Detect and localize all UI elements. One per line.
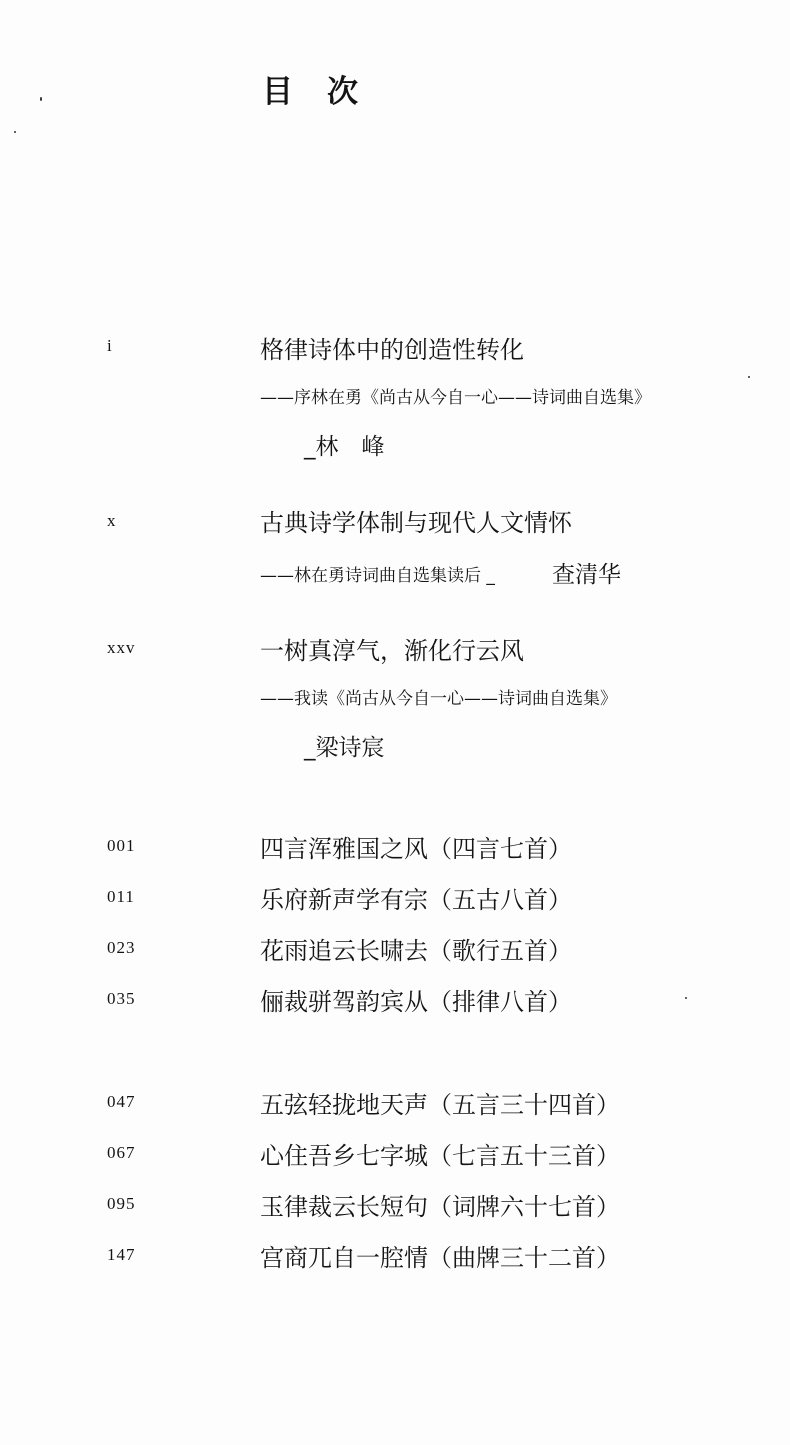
toc-entry-title: 俪裁骈驾韵宾从（排律八首） <box>260 988 572 1016</box>
toc-page-number: 011 <box>107 887 135 906</box>
toc-page-number: 023 <box>107 938 136 957</box>
toc-entry-title: 格律诗体中的创造性转化 <box>260 336 524 364</box>
scan-speck <box>748 376 750 378</box>
toc-entry-subtitle: ——序林在勇《尚古从今自一心——诗词曲自选集》 <box>260 388 651 408</box>
toc-entry-title: 一树真淳气，渐化行云风 <box>260 637 524 665</box>
toc-entry-title: 花雨追云长啸去（歌行五首） <box>260 937 572 965</box>
toc-page-number: 067 <box>107 1143 136 1162</box>
page-title: 目次 <box>262 74 392 110</box>
toc-entry-subtitle: ——林在勇诗词曲自选集读后 _ <box>260 566 495 586</box>
toc-entry-title: 四言浑雅国之风（四言七首） <box>260 835 572 863</box>
toc-entry-title: 玉律裁云长短句（词牌六十七首） <box>260 1193 620 1221</box>
toc-entry-title: 心住吾乡七字城（七言五十三首） <box>260 1142 620 1170</box>
scan-speck <box>40 97 42 101</box>
toc-page-number: 095 <box>107 1194 136 1213</box>
toc-page-number: i <box>107 336 113 355</box>
toc-page-number: xxv <box>107 638 136 657</box>
scan-speck <box>685 997 687 999</box>
toc-page-number: 001 <box>107 836 136 855</box>
toc-entry-title: 五弦轻拢地天声（五言三十四首） <box>260 1091 620 1119</box>
toc-entry-author: _梁诗宸 <box>304 735 385 761</box>
scan-speck <box>14 131 16 133</box>
toc-entry-author: 查清华 <box>552 562 621 588</box>
toc-page-number: x <box>107 511 117 530</box>
toc-entry-title: 宫商兀自一腔情（曲牌三十二首） <box>260 1244 620 1272</box>
toc-page-number: 047 <box>107 1092 136 1111</box>
toc-page-number: 147 <box>107 1245 136 1264</box>
toc-entry-subtitle: ——我读《尚古从今自一心——诗词曲自选集》 <box>260 689 617 709</box>
toc-entry-title: 乐府新声学有宗（五古八首） <box>260 886 572 914</box>
toc-entry-title: 古典诗学体制与现代人文情怀 <box>260 509 572 537</box>
toc-entry-author: _林 峰 <box>304 434 385 460</box>
toc-page-number: 035 <box>107 989 136 1008</box>
